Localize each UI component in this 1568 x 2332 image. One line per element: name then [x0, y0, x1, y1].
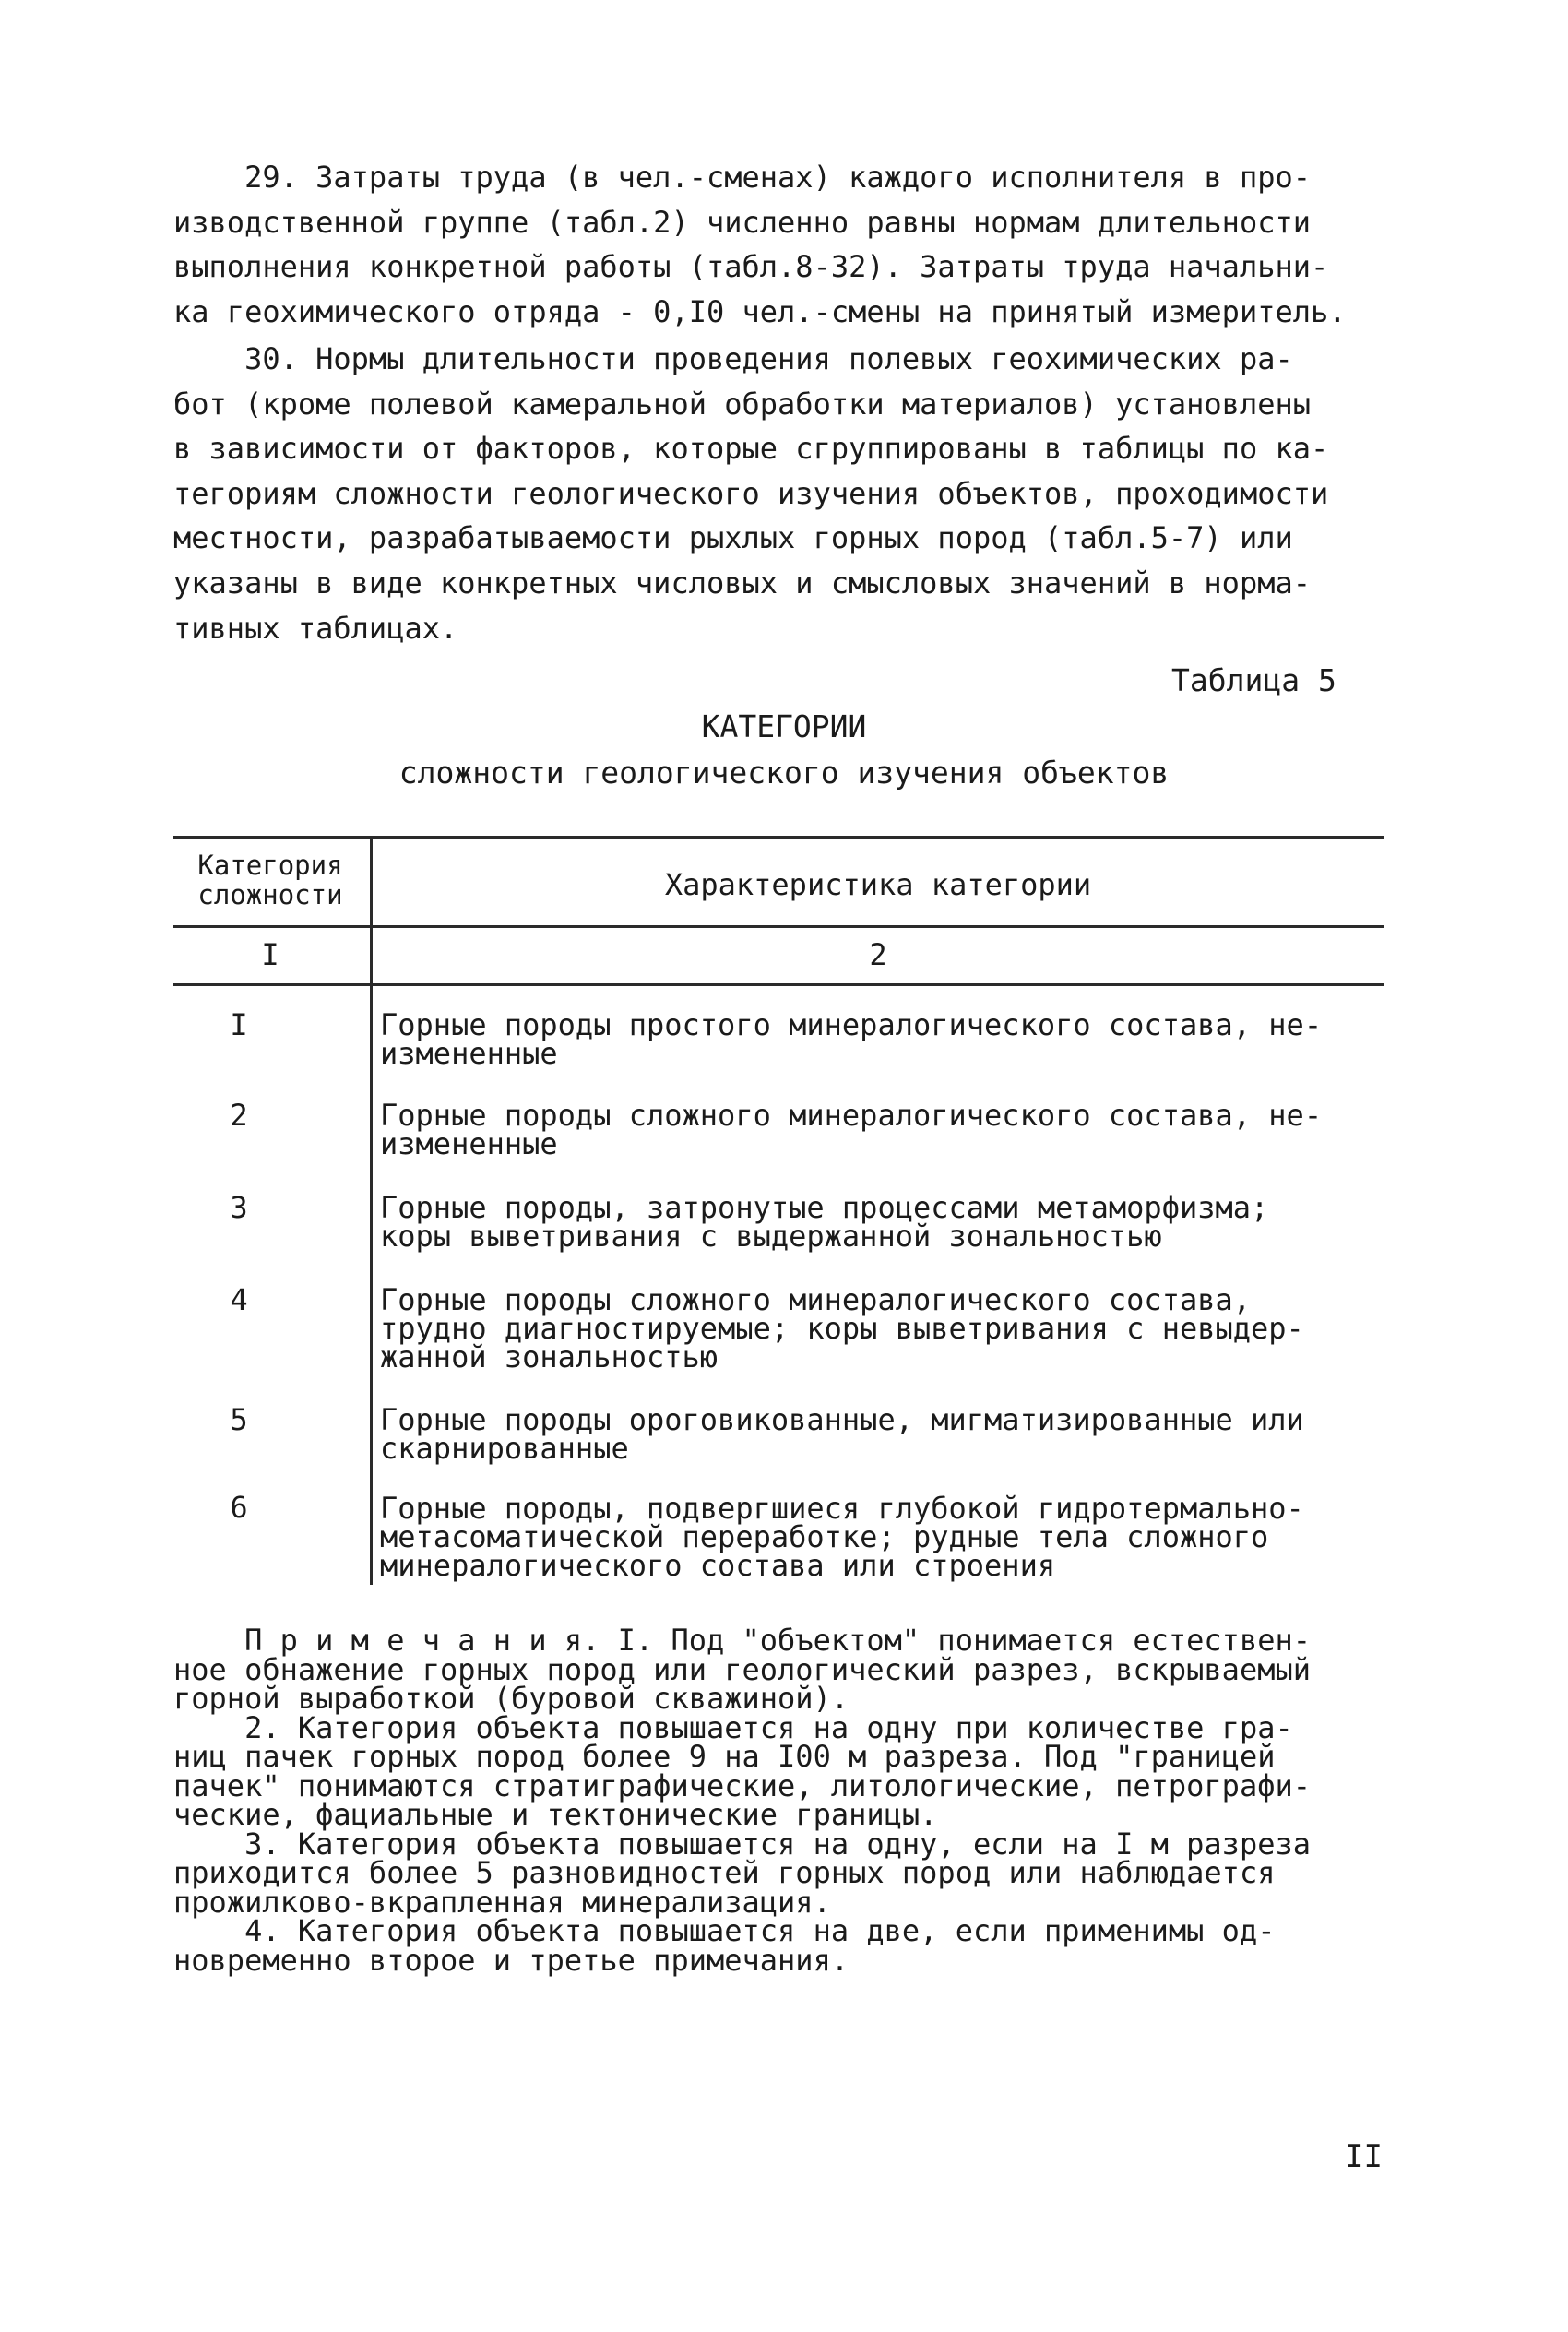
table-row-category: I [230, 1007, 248, 1042]
paragraph-29: 29. Затраты труда (в чел.-сменах) каждого исполнителя в про- изводственной группе (табл.2) численно равны нормам длительности выполнения конкретной работы (табл.8-32). Затраты труда начальни- ка геохимического отряда - 0,I0 чел.-смены на принятый измеритель. [173, 160, 1347, 329]
table-header-rule [173, 925, 1384, 928]
table-subtitle: сложности геологического изучения объектов [398, 755, 1170, 791]
table-header-characteristic: Характеристика категории [664, 867, 1092, 902]
table-row-category: 6 [230, 1490, 248, 1525]
table-header-category: Категория сложности [197, 850, 343, 910]
table-row-description: Горные породы, подвергшиеся глубокой гидротермально- метасоматической переработке; рудные тела сложного минералогического состава или строения [380, 1491, 1304, 1583]
table-row-description: Горные породы ороговикованные, мигматизированные или скарнированные [380, 1402, 1304, 1466]
table-number-label: Таблица 5 [1171, 662, 1336, 698]
table-row-category: 4 [230, 1282, 248, 1317]
table-row-description: Горные породы сложного минералогического состава, не- измененные [380, 1098, 1323, 1161]
table-row-description: Горные породы простого минералогического состава, не- измененные [380, 1007, 1323, 1071]
page-number: II [1345, 2138, 1383, 2175]
table-row-category: 3 [230, 1190, 248, 1225]
table-column-number-2: 2 [869, 937, 887, 972]
table-number-rule [173, 983, 1384, 986]
table-title: КАТЕГОРИИ [701, 708, 867, 744]
table-top-rule [173, 836, 1384, 839]
table-row-category: 2 [230, 1098, 248, 1133]
table-row-description: Горные породы, затронутые процессами метаморфизма; коры выветривания с выдержанной зональностью [380, 1190, 1269, 1254]
paragraph-30: 30. Нормы длительности проведения полевых геохимических ра- бот (кроме полевой камеральной обработки материалов) установлены в зависимости от факторов, которые сгруппированы в таблицы по ка- тегориям сложности геологического изучения объектов, проходимости местности, разрабатываемости рыхлых горных пород (табл.5-7) или указаны в виде конкретных числовых и смысловых значений в норма- тивных таблицах. [173, 341, 1329, 646]
table-row-description: Горные породы сложного минералогического состава, трудно диагностируемые; коры выветривания с невыдер- жанной зональностью [380, 1282, 1304, 1374]
table-column-number-1: I [261, 937, 279, 972]
table-notes: П р и м е ч а н и я. I. Под "объектом" понимается естествен- ное обнажение горных пород или геологический разрез, вскрываемый горной выработкой (буровой скважиной). 2. Категория объекта повышается на одну при количестве гра- ниц пачек горных пород более 9 на I00 м разреза. Под "границей пачек" понимаются стратиграфические, литологические, петрографи- ческие, фациальные и тектонические границы. 3. Категория объекта повышается на одну, если на I м разреза приходится более 5 разновидностей горных пород или наблюдается прожилково-вкрапленная минерализация. 4. Категория объекта повышается на две, если применимы од- новременно второе и третье примечания. [173, 1623, 1311, 1978]
table-row-category: 5 [230, 1402, 248, 1437]
